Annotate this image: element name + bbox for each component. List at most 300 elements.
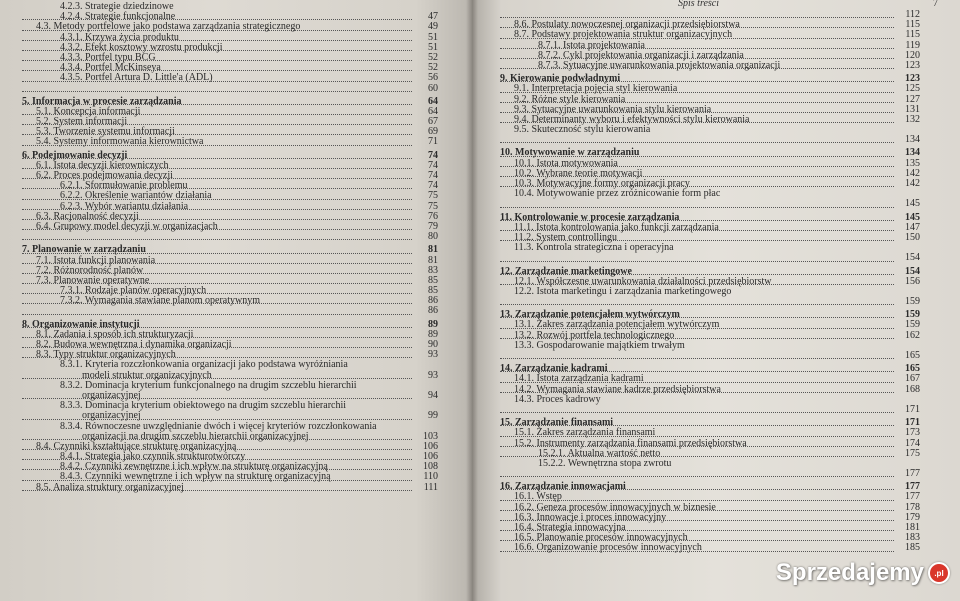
toc-entry	[22, 73, 438, 83]
toc-entry	[500, 61, 920, 71]
toc-entry-number: 9.2.	[514, 93, 529, 105]
toc-page-number: 142	[905, 167, 920, 179]
toc-entry-title: Czynniki wewnętrzne i ich wpływ na strukturę organizacyjną	[85, 471, 331, 483]
toc-entry-title: Istota motywowania	[536, 157, 618, 169]
toc-page-number: 52	[428, 51, 438, 63]
toc-entry-number: 12.2.	[514, 285, 534, 297]
toc-entry-number: 8.3.2.	[60, 379, 83, 391]
toc-entry-title: Kontrola strategiczna i operacyjna	[536, 242, 674, 254]
toc-page-number: 74	[428, 149, 438, 161]
book-gutter	[466, 0, 478, 601]
toc-left	[22, 2, 438, 493]
toc-page-number: 115	[905, 19, 920, 31]
toc-entry-title: Efekt kosztowy wzrostu produkcji	[85, 41, 223, 53]
toc-entry	[500, 135, 920, 145]
toc-entry-title: System informacji	[53, 116, 128, 128]
toc-entry-text	[22, 231, 24, 242]
leader-dots	[500, 304, 894, 305]
toc-entry-number: 9.5.	[514, 124, 529, 136]
toc-entry-number: 4.2.4.	[60, 11, 83, 23]
toc-entry-number: 14.2.	[514, 383, 534, 395]
toc-page-number: 145	[905, 198, 920, 210]
toc-entry-title: Zarządzanie innowacjami	[515, 481, 626, 493]
toc-entry-number: 12.1.	[514, 275, 534, 287]
toc-entry	[500, 287, 920, 297]
right-page	[472, 0, 960, 601]
toc-entry-text	[514, 340, 687, 351]
toc-entry-title: Budowa wewnętrzna i dynamika organizacji	[53, 339, 232, 350]
toc-page-number: 179	[905, 511, 920, 523]
toc-entry	[500, 405, 920, 415]
toc-entry-number: 8.1.	[36, 328, 51, 340]
toc-entry-title: System controllingu	[536, 231, 617, 243]
toc-page-number: 103	[423, 430, 438, 442]
toc-entry-text	[500, 252, 502, 263]
toc-entry-title: Zarządzanie marketingowe	[515, 265, 632, 277]
toc-page-number: 123	[905, 59, 920, 71]
toc-page-number: 74	[428, 170, 438, 181]
toc-entry-title: Motywowanie przez zróżnicowanie form płac	[536, 188, 721, 200]
toc-page-number: 56	[428, 72, 438, 84]
toc-entry-number: 4.2.3.	[60, 1, 83, 12]
toc-page-number: 51	[428, 41, 438, 53]
toc-entry-title: Portfel McKinseya	[85, 62, 161, 74]
toc-page-number: 71	[428, 136, 438, 148]
toc-page-number: 74	[428, 180, 438, 192]
toc-entry-number: 8.5.	[36, 481, 51, 493]
toc-entry-title: Instrumenty zarządzania finansami przedsiębiorstwa	[536, 437, 747, 449]
toc-entry-title: Dominacja kryterium funkcjonalnego na drugim szczeblu hierarchii	[85, 379, 357, 391]
toc-entry	[500, 341, 920, 351]
toc-entry-title: Portfel Artura D. Little'a (ADL)	[85, 72, 213, 84]
toc-page-number: 111	[423, 481, 438, 493]
toc-page-number: 147	[905, 221, 920, 233]
toc-entry-number: 8.3.3.	[60, 400, 83, 412]
toc-entry-title: Różnorodność planów	[53, 264, 144, 276]
toc-entry-title: Istota funkcji planowania	[53, 254, 156, 266]
toc-entry-number: 8.2.	[36, 339, 51, 350]
toc-entry-title: Strategie dziedzinowe	[85, 1, 174, 12]
toc-page-number: 154	[905, 265, 920, 277]
toc-entry-number: 5.2.	[36, 116, 51, 128]
toc-page-number: 178	[905, 501, 920, 513]
toc-entry-title: organizacyjnej	[82, 410, 141, 422]
toc-entry-title: Sytuacyjne uwarunkowania projektowania organizacji	[563, 59, 781, 71]
toc-entry-number: 10.1.	[514, 157, 534, 169]
toc-entry	[22, 483, 438, 493]
toc-entry-title: Wstęp	[536, 491, 562, 503]
toc-page-number: 94	[428, 389, 438, 401]
toc-entry-title: Analiza struktury organizacyjnej	[52, 481, 184, 493]
toc-entry-text	[500, 198, 502, 209]
toc-page-number: 90	[428, 339, 438, 350]
toc-page-number: 168	[905, 383, 920, 395]
toc-page-number: 93	[428, 369, 438, 381]
toc-entry-number: 14.3.	[514, 393, 534, 405]
toc-entry	[500, 351, 920, 361]
leader-dots	[22, 314, 412, 315]
toc-page-number: 159	[905, 309, 920, 321]
leader-dots	[500, 142, 894, 143]
toc-entry-number: 7.3.1.	[60, 285, 83, 297]
toc-page-number: 142	[905, 178, 920, 189]
toc-page-number: 86	[428, 305, 438, 317]
toc-page-number: 119	[905, 39, 920, 51]
toc-entry-title: Sformułowanie problemu	[85, 180, 188, 192]
toc-entry-text	[514, 188, 722, 199]
toc-entry-title: Aktualna wartość netto	[567, 447, 661, 459]
toc-entry-title: Istota zarządzania kadrami	[536, 373, 644, 385]
toc-entry-number: 8.	[22, 318, 30, 330]
toc-entry-text	[60, 295, 262, 306]
toc-page-number: 75	[428, 200, 438, 212]
toc-page-number: 110	[423, 471, 438, 483]
toc-entry-number: 10.	[500, 147, 513, 159]
toc-page-number: 85	[428, 285, 438, 297]
toc-entry-number: 16.3.	[514, 511, 534, 523]
toc-page-number: 106	[423, 440, 438, 452]
toc-entry-title: Organizowanie procesów innowacyjnych	[536, 542, 702, 554]
toc-entry-number: 10.4.	[514, 188, 534, 200]
toc-entry-title: Wybór wariantu działania	[84, 200, 189, 212]
toc-page-number: 173	[905, 427, 920, 439]
leader-dots	[22, 398, 412, 399]
toc-page-number: 112	[905, 9, 920, 20]
toc-page-number: 123	[905, 73, 920, 85]
toc-entry-number: 8.3.	[36, 349, 51, 361]
toc-entry-number: 4.3.4.	[60, 62, 83, 74]
toc-entry-text	[36, 136, 205, 147]
toc-entry	[500, 469, 920, 479]
toc-entry-title: Systemy informowania kierownictwa	[53, 136, 204, 148]
toc-entry-text	[538, 458, 673, 469]
toc-page-number: 74	[428, 159, 438, 171]
toc-entry-title: organizacyjnej	[82, 389, 141, 401]
toc-entry-title: Równoczesne uwzględnianie dwóch i więcej kryteriów rozczłonkowania	[85, 420, 377, 432]
toc-entry-text	[500, 404, 502, 415]
toc-entry-title: Skuteczność stylu kierowania	[531, 124, 651, 136]
toc-page-number: 134	[905, 134, 920, 146]
toc-page-number: 89	[428, 318, 438, 330]
toc-page-number: 159	[905, 319, 920, 331]
toc-entry-number: 8.4.2.	[60, 461, 83, 473]
leader-dots	[500, 476, 894, 477]
toc-entry	[500, 243, 920, 253]
toc-entry-title: Interpretacja pojęcia styl kierowania	[531, 83, 678, 95]
running-head: Spis treści	[678, 0, 720, 9]
toc-entry-number: 10.2.	[514, 167, 534, 179]
toc-entry-number: 5.3.	[36, 126, 51, 138]
toc-entry-title: Geneza procesów innowacyjnych w biznesie	[536, 501, 716, 513]
toc-entry	[500, 253, 920, 263]
toc-entry-title: Wymagania stawiane kadrze przedsiębiorstwa	[536, 383, 721, 395]
toc-entry-text	[514, 124, 652, 135]
toc-page-number: 108	[423, 461, 438, 473]
toc-entry-number: 7.3.2.	[60, 295, 83, 307]
toc-entry-number: 7.1.	[36, 254, 51, 266]
toc-page-number: 80	[428, 231, 438, 243]
toc-entry-title: Współczesne uwarunkowania działalności przedsiębiorstw	[536, 275, 772, 287]
toc-entry-title: Rodzaje planów operacyjnych	[85, 285, 207, 297]
toc-entry-text	[514, 242, 676, 253]
toc-entry-number: 13.1.	[514, 319, 534, 331]
toc-entry-number: 16.	[500, 481, 513, 493]
toc-entry-title: Określenie wariantów działania	[85, 190, 212, 202]
toc-entry-text	[60, 72, 215, 83]
toc-page-number: 76	[428, 210, 438, 222]
toc-entry-title: Kryteria rozczłonkowania organizacji jako podstawa wyróżniania	[85, 359, 348, 371]
toc-entry	[500, 199, 920, 209]
toc-entry-number: 6.2.2.	[60, 190, 83, 202]
toc-page-number: 150	[905, 231, 920, 243]
page-number: 7	[933, 0, 938, 9]
toc-entry-number: 15.2.1.	[538, 447, 566, 459]
watermark	[776, 559, 950, 587]
toc-entry-title: Postulaty nowoczesnej organizacji przedsiębiorstwa	[531, 19, 740, 31]
leader-dots	[22, 419, 412, 420]
toc-entry-title: Innowacje i proces innowacyjny	[536, 511, 667, 523]
toc-entry-number: 13.3.	[514, 339, 534, 351]
toc-entry-number: 14.1.	[514, 373, 534, 385]
toc-entry-text	[500, 134, 502, 145]
toc-page-number: 106	[423, 451, 438, 463]
toc-entry-number: 4.3.2.	[60, 41, 83, 53]
toc-entry-title: Proces kadrowy	[536, 393, 601, 405]
toc-entry-title: Istota decyzji kierowniczych	[53, 159, 169, 171]
toc-page-number: 162	[905, 329, 920, 341]
toc-entry-title: Planowanie operatywne	[53, 274, 150, 286]
leader-dots	[22, 91, 412, 92]
toc-page-number: 64	[428, 95, 438, 107]
toc-page-number: 64	[428, 105, 438, 117]
toc-entry-number: 5.1.	[36, 105, 51, 117]
toc-page-number: 134	[905, 147, 920, 159]
toc-page-number: 171	[905, 403, 920, 415]
toc-page-number: 89	[428, 328, 438, 340]
toc-entry-number: 8.7.2.	[538, 49, 561, 61]
toc-entry-title: Portfel typu BCG	[85, 51, 156, 63]
toc-entry-title: Dominacja kryterium obiektowego na drugim szczeblu hierarchii	[85, 400, 347, 412]
toc-entry-number: 9.4.	[514, 113, 529, 125]
toc-page-number: 99	[428, 410, 438, 422]
toc-entry-number: 9.	[500, 73, 508, 85]
toc-page-number: 167	[905, 373, 920, 385]
toc-entry-title: Informacja w procesie zarządzania	[32, 95, 182, 107]
toc-entry-number: 13.	[500, 309, 513, 321]
toc-entry-title: Strategie funkcjonalne	[85, 11, 176, 23]
toc-entry-text	[22, 305, 24, 316]
toc-entry-title: Racjonalność decyzji	[53, 210, 139, 222]
toc-entry-number: 8.3.4.	[60, 420, 83, 432]
toc-entry-number: 7.	[22, 244, 30, 256]
toc-entry-number: 14.	[500, 363, 513, 375]
leader-dots	[500, 358, 894, 359]
toc-entry-title: Zadania i sposób ich strukturyzacji	[53, 328, 194, 340]
toc-page-number: 93	[428, 349, 438, 361]
toc-entry-number: 15.2.2.	[538, 457, 566, 469]
toc-entry-title: Metody portfelowe jako podstawa zarządzania strategicznego	[53, 21, 301, 33]
toc-entry-title: Cykl projektowania organizacji i zarządzania	[563, 49, 744, 61]
toc-page-number: 174	[905, 437, 920, 449]
toc-entry-title: Podstawy projektowania struktur organizacyjnych	[531, 29, 733, 41]
toc-entry-number: 6.	[22, 149, 30, 161]
leader-dots	[500, 207, 894, 208]
toc-entry-number: 8.4.1.	[60, 451, 83, 463]
toc-entry-title: Zarządzanie kadrami	[515, 363, 608, 375]
toc-page-number: 156	[905, 275, 920, 287]
toc-entry-text	[22, 83, 24, 94]
toc-entry-title: Kierowanie podwładnymi	[510, 73, 621, 85]
toc-entry-title: Typy struktur organizacyjnych	[53, 349, 176, 361]
toc-entry-title: Determinanty wyboru i efektywności stylu kierowania	[531, 113, 750, 125]
toc-entry	[22, 296, 438, 306]
toc-entry-text	[500, 9, 502, 20]
toc-entry-text	[500, 468, 502, 479]
toc-entry	[22, 84, 438, 94]
toc-entry-title: Zakres zarządzania potencjałem wytwórczym	[536, 319, 720, 331]
toc-entry-title: Koncepcja informacji	[53, 105, 141, 117]
toc-entry-number: 11.2.	[514, 231, 534, 243]
toc-entry-number: 12.	[500, 265, 513, 277]
toc-entry-number: 11.3.	[514, 242, 534, 254]
toc-entry-title: modeli struktur organizacyjnych	[82, 369, 212, 381]
toc-entry-number: 9.3.	[514, 103, 529, 115]
toc-entry-number: 6.4.	[36, 220, 51, 232]
toc-entry-title: Istota marketingu i zarządzania marketingowego	[536, 285, 732, 297]
leader-dots	[22, 239, 412, 240]
toc-page-number: 85	[428, 274, 438, 286]
toc-page-number: 165	[905, 350, 920, 361]
toc-entry-number: 4.3.1.	[60, 31, 83, 43]
toc-entry-title: organizacji na drugim szczeblu hierarchii organizacyjnej	[82, 430, 309, 442]
toc-entry-title: Krzywa życia produktu	[85, 31, 179, 43]
toc-entry-number: 4.3.5.	[60, 72, 83, 84]
toc-entry-number: 6.1.	[36, 159, 51, 171]
toc-entry-number: 15.	[500, 417, 513, 429]
watermark-badge: .pl	[928, 562, 950, 584]
toc-entry-number: 16.6.	[514, 542, 534, 554]
toc-entry-number: 9.1.	[514, 83, 529, 95]
toc-entry-title: Motywacyjne formy organizacji pracy	[536, 178, 690, 189]
toc-page-number: 81	[428, 244, 438, 256]
toc-entry-number: 16.4.	[514, 522, 534, 533]
toc-entry-number: 16.5.	[514, 532, 534, 544]
toc-entry	[22, 222, 438, 232]
toc-entry-title: Czynniki zewnętrzne i ich wpływ na strukturę organizacyjną	[85, 461, 328, 473]
toc-page-number: 86	[428, 295, 438, 307]
toc-page-number: 49	[428, 21, 438, 33]
toc-page-number: 132	[905, 113, 920, 125]
toc-entry-number: 11.1.	[514, 221, 534, 233]
toc-entry-text	[36, 221, 220, 232]
toc-entry-number: 8.4.3.	[60, 471, 83, 483]
toc-entry-number: 13.2.	[514, 329, 534, 341]
leader-dots	[500, 412, 894, 413]
toc-page-number: 131	[905, 103, 920, 115]
toc-entry-number: 8.7.1.	[538, 39, 561, 51]
toc-entry-number: 15.1.	[514, 427, 534, 439]
toc-entry-title: Czynniki kształtujące strukturę organizacyjną	[53, 440, 237, 452]
toc-entry-text	[514, 394, 603, 405]
toc-entry	[22, 306, 438, 316]
leader-dots	[500, 261, 894, 262]
toc-page-number: 171	[905, 417, 920, 429]
toc-entry-title: Tworzenie systemu informacji	[53, 126, 175, 138]
toc-entry-number: 6.2.	[36, 170, 51, 181]
toc-page-number: 79	[428, 220, 438, 232]
toc-entry	[500, 543, 920, 553]
toc-page-number: 120	[905, 49, 920, 61]
toc-entry-number: 11.	[500, 211, 512, 223]
toc-entry-title: Motywowanie w zarządzaniu	[515, 147, 640, 159]
toc-entry-title: Planowanie w zarządzaniu	[32, 244, 146, 256]
toc-entry-title: Różne style kierowania	[531, 93, 626, 105]
toc-entry-number: 5.4.	[36, 136, 51, 148]
toc-page-number: 60	[428, 82, 438, 94]
toc-page-number: 183	[905, 532, 920, 544]
toc-page-number: 67	[428, 116, 438, 128]
toc-entry-title: Zarządzanie finansami	[515, 417, 614, 429]
toc-entry-title: Zakres zarządzania finansami	[536, 427, 656, 439]
toc-entry-number: 8.6.	[514, 19, 529, 31]
toc-entry-number: 15.2.	[514, 437, 534, 449]
toc-entry-number: 7.3.	[36, 274, 51, 286]
toc-page-number: 83	[428, 264, 438, 276]
toc-entry-title: Planowanie procesów innowacyjnych	[536, 532, 688, 544]
toc-page-number: 81	[428, 254, 438, 266]
leader-dots	[22, 378, 412, 379]
toc-entry-title: Gospodarowanie majątkiem trwałym	[536, 339, 685, 351]
toc-entry	[22, 232, 438, 242]
toc-page-number: 165	[905, 363, 920, 375]
toc-entry-number: 8.7.	[514, 29, 529, 41]
toc-entry-text	[500, 350, 502, 361]
toc-entry-number: 16.2.	[514, 501, 534, 513]
left-page	[0, 0, 472, 601]
toc-entry-title: Strategia jako czynnik strukturotwórczy	[85, 451, 246, 463]
toc-entry-title: Grupowy model decyzji w organizacjach	[53, 220, 218, 232]
toc-page-number: 181	[905, 522, 920, 533]
toc-page-number: 127	[905, 93, 920, 105]
toc-entry-text	[500, 296, 502, 307]
toc-page-number: 47	[428, 11, 438, 23]
toc-entry	[500, 189, 920, 199]
toc-entry	[500, 125, 920, 135]
toc-entry-number: 4.3.	[36, 21, 51, 33]
toc-entry-title: Wymagania stawiane planom operatywnym	[84, 295, 261, 307]
toc-entry-text	[538, 60, 782, 71]
toc-page-number: 52	[428, 62, 438, 74]
toc-page-number: 159	[905, 296, 920, 308]
toc-entry-number: 5.	[22, 95, 30, 107]
toc-entry	[500, 459, 920, 469]
toc-entry-title: Kontrolowanie w procesie zarządzania	[514, 211, 680, 223]
toc-entry-text	[514, 542, 704, 553]
toc-entry-title: Istota kontrolowania jako funkcji zarządzania	[536, 221, 719, 233]
toc-page-number: 145	[905, 211, 920, 223]
toc-page-number: 115	[905, 29, 920, 41]
toc-page-number: 185	[905, 542, 920, 554]
toc-page-number: 177	[905, 481, 920, 493]
toc-entry-text	[36, 482, 186, 493]
toc-entry-number: 16.1.	[514, 491, 534, 503]
toc-entry-number: 8.4.	[36, 440, 51, 452]
toc-entry-title: Zarządzanie potencjałem wytwórczym	[515, 309, 680, 321]
toc-entry-title: Proces podejmowania decyzji	[53, 170, 173, 181]
toc-entry	[500, 395, 920, 405]
toc-entry-title: Istota projektowania	[563, 39, 645, 51]
toc-entry	[500, 297, 920, 307]
